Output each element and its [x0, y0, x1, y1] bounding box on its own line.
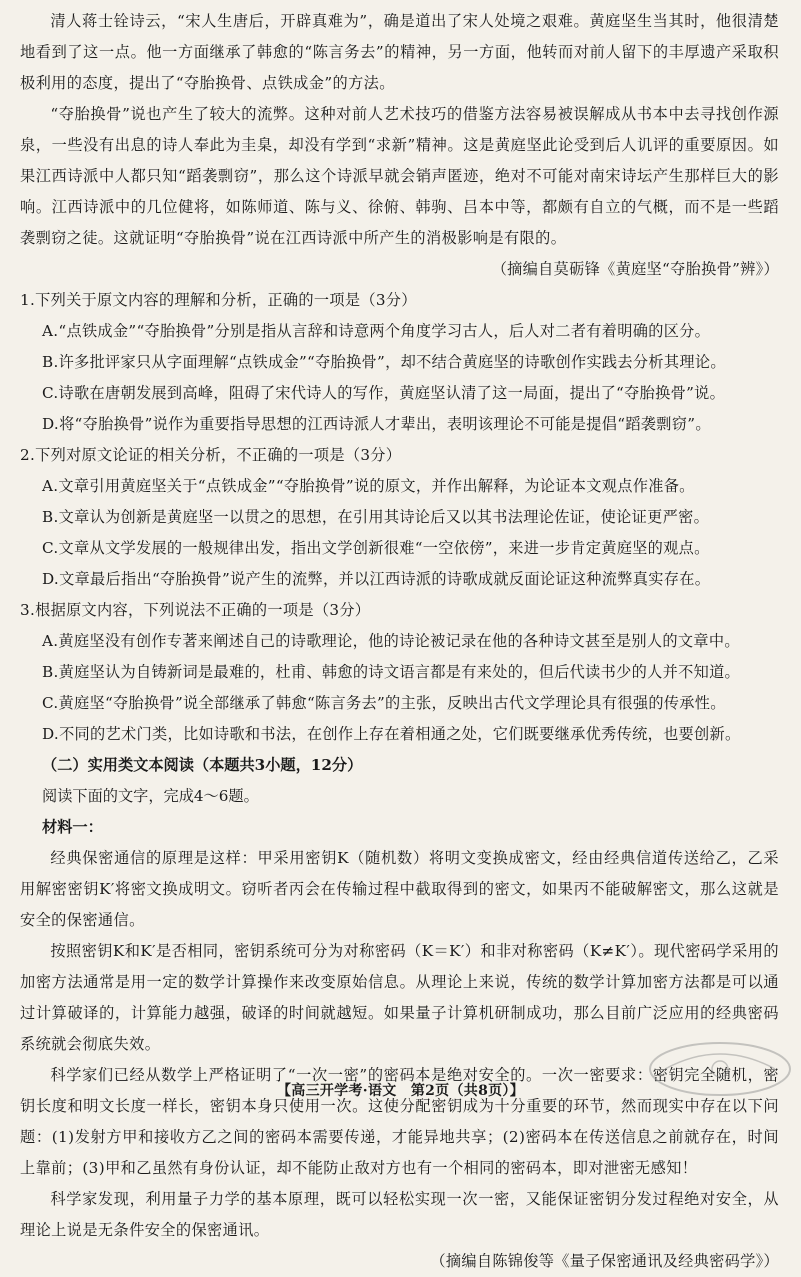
question-2 [20, 440, 779, 595]
page-footer: 【高三开学考·语文 第2页（共8页）】 [276, 1083, 525, 1099]
section-heading: （二）实用类文本阅读（本题共3小题，12分） [42, 756, 363, 774]
passage-paragraph: “夺胎换骨”说也产生了较大的流弊。这种对前人艺术技巧的借鉴方法容易被误解成从书本中去寻找创作源泉，一些没有出息的诗人奉此为圭臬，却没有学到“求新”精神。这是黄庭坚此论受到后人讥评的重要原因。如果江西诗派中人都只知“蹈袭剽窃”，那么这个诗派早就会销声匿迹，绝对不可能对南宋诗坛产生那样巨大的影响。江西诗派中的几位健将，如陈师道、陈与义、徐俯、韩驹、吕本中等，都颇有自立的气概，而不是一些蹈袭剽窃之徒。这就证明“夺胎换骨”说在江西诗派中所产生的消极影响是有限的。 [20, 105, 779, 247]
question-1 [20, 285, 779, 440]
section-instruction: 阅读下面的文字，完成4～6题。 [42, 787, 259, 805]
material-paragraph: 科学家发现，利用量子力学的基本原理，既可以轻松实现一次一密，又能保证密钥分发过程绝对安全，从理论上说是无条件安全的保密通讯。 [20, 1190, 779, 1239]
material-label: 材料一： [42, 818, 103, 836]
question-option: B.黄庭坚认为自铸新词是最难的，杜甫、韩愈的诗文语言都是有来处的，但后代读书少的人并不知道。 [42, 663, 741, 681]
passage-paragraph: 清人蒋士铨诗云，“宋人生唐后，开辟真难为”，确是道出了宋人处境之艰难。黄庭坚生当其时，他很清楚地看到了这一点。他一方面继承了韩愈的“陈言务去”的精神，另一方面，他转而对前人留下的丰厚遗产采取积极利用的态度，提出了“夺胎换骨、点铁成金”的方法。 [20, 12, 779, 92]
question-option: D.不同的艺术门类，比如诗歌和书法，在创作上存在着相通之处，它们既要继承优秀传统，也要创新。 [42, 725, 741, 743]
question-option: D.将“夺胎换骨”说作为重要指导思想的江西诗派人才辈出，表明该理论不可能是提倡“蹈袭剽窃”。 [42, 415, 711, 433]
question-stem: 3.根据原文内容，下列说法不正确的一项是（3分） [20, 601, 371, 619]
question-option: B.许多批评家只从字面理解“点铁成金”“夺胎换骨”，却不结合黄庭坚的诗歌创作实践去分析其理论。 [42, 353, 726, 371]
material-paragraph: 经典保密通信的原理是这样：甲采用密钥K（随机数）将明文变换成密文，经由经典信道传送给乙，乙采用解密密钥K′将密文换成明文。窃听者丙会在传输过程中截取得到的密文，如果丙不能破解密文，那么这就是安全的保密通信。 [20, 849, 779, 929]
question-option: C.诗歌在唐朝发展到高峰，阻碍了宋代诗人的写作，黄庭坚认清了这一局面，提出了“夺胎换骨”说。 [42, 384, 726, 402]
material-source: （摘编自陈锦俊等《量子保密通讯及经典密码学》） [430, 1252, 779, 1270]
passage-source: （摘编自莫砺锋《黄庭坚“夺胎换骨”辨》） [491, 260, 779, 278]
material-paragraph: 科学家们已经从数学上严格证明了“一次一密”的密码本是绝对安全的。一次一密要求：密钥完全随机，密钥长度和明文长度一样长，密钥本身只使用一次。这使分配密钥成为十分重要的环节，然而现实中存在以下问题：(1)发射方甲和接收方乙之间的密码本需要传递，才能异地共享；(2)密码本在传送信息之前就存在，时间上靠前；(3)甲和乙虽然有身份认证，却不能防止敌对方也有一个相同的密码本，即对泄密无感知！ [20, 1066, 779, 1177]
question-option: A.文章引用黄庭坚关于“点铁成金”“夺胎换骨”说的原文，并作出解释，为论证本文观点作准备。 [42, 477, 695, 495]
question-stem: 1.下列关于原文内容的理解和分析，正确的一项是（3分） [20, 291, 417, 309]
question-option: D.文章最后指出“夺胎换骨”说产生的流弊，并以江西诗派的诗歌成就反面论证这种流弊真实存在。 [42, 570, 711, 588]
question-option: C.黄庭坚“夺胎换骨”说全部继承了韩愈“陈言务去”的主张，反映出古代文学理论具有很强的传承性。 [42, 694, 726, 712]
question-option: B.文章认为创新是黄庭坚一以贯之的思想，在引用其诗论后又以其书法理论佐证，使论证更严密。 [42, 508, 710, 526]
question-option: A.黄庭坚没有创作专著来阐述自己的诗歌理论，他的诗论被记录在他的各种诗文甚至是别人的文章中。 [42, 632, 740, 650]
watermark-logo-icon [645, 1039, 795, 1109]
question-3 [20, 595, 779, 750]
question-option: A.“点铁成金”“夺胎换骨”分别是指从言辞和诗意两个角度学习古人，后人对二者有着明确的区分。 [42, 322, 711, 340]
question-option: C.文章从文学发展的一般规律出发，指出文学创新很难“一空依傍”，来进一步肯定黄庭坚的观点。 [42, 539, 710, 557]
material-paragraph: 按照密钥K和K′是否相同，密钥系统可分为对称密码（K＝K′）和非对称密码（K≠K′）。现代密码学采用的加密方法通常是用一定的数学计算操作来改变原始信息。从理论上来说，传统的数学计算加密方法都是可以通过计算破译的，计算能力越强，破译的时间就越短。如果量子计算机研制成功，那么目前广泛应用的经典密码系统就会彻底失效。 [20, 942, 779, 1053]
question-stem: 2.下列对原文论证的相关分析，不正确的一项是（3分） [20, 446, 402, 464]
